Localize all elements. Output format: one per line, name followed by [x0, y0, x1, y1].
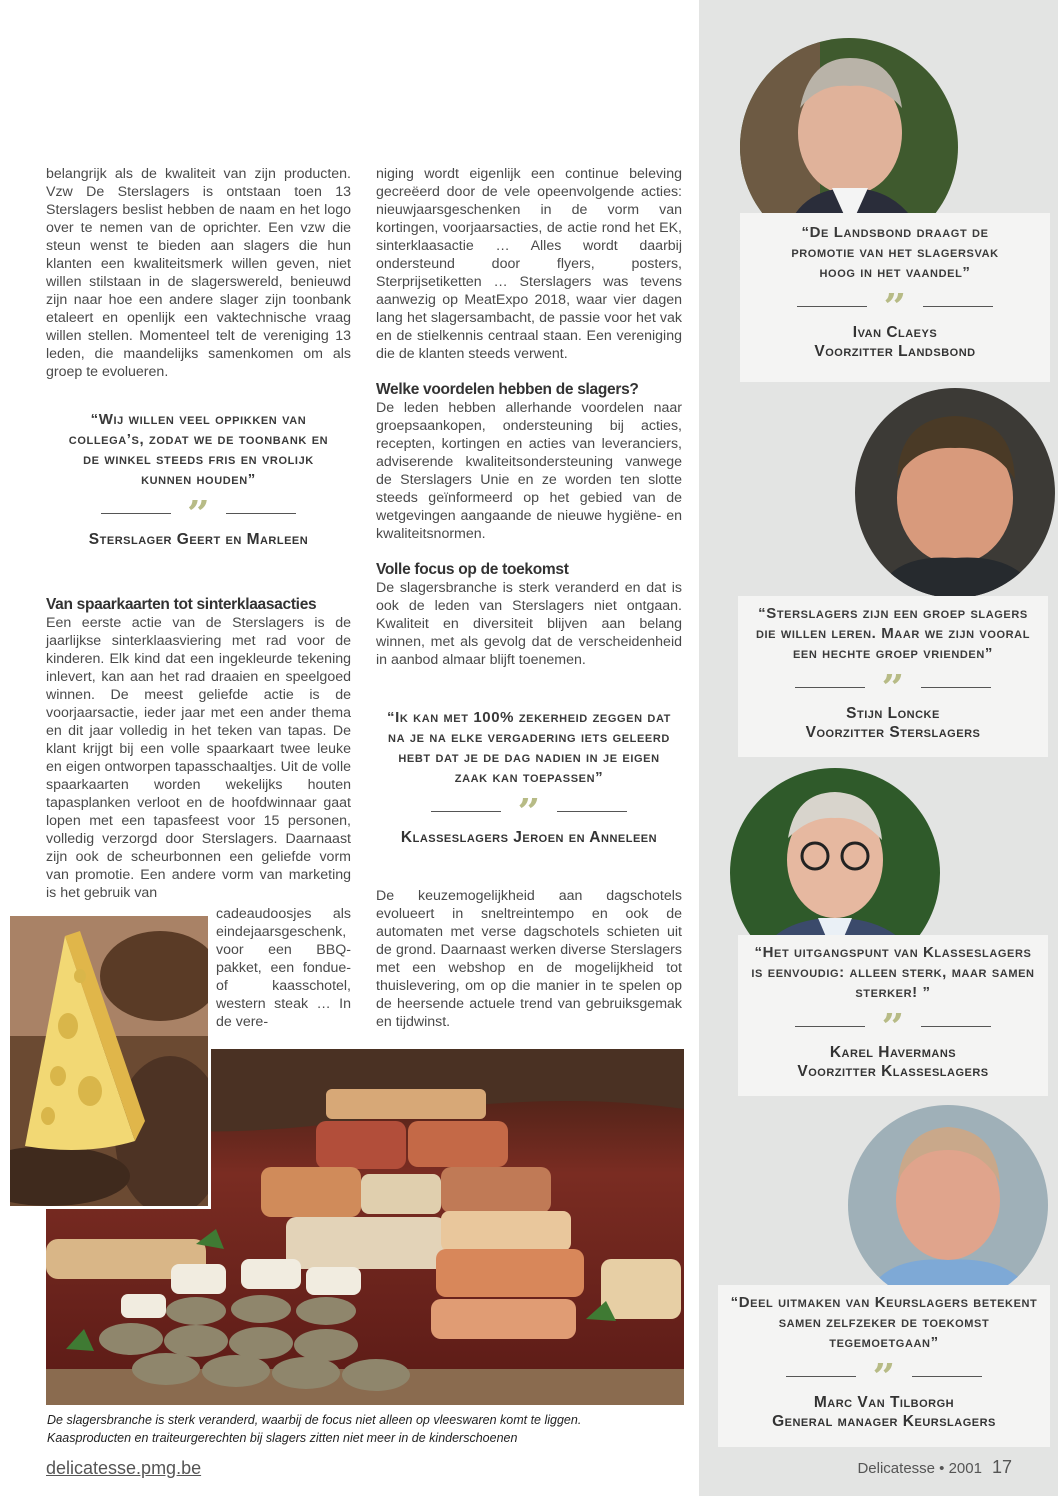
- paragraph: belangrijk als de kwaliteit van zijn producten. Vzw De Sterslagers is ontstaan toen 13 Sterslagers beslist hebben de naam en het logo over te nemen van de oprichter. Een vzw die steun wenst te bieden aan slagers die hun klanten een kwaliteitsmerk willen geven, niet willen stilstaan in de slagerswereld, benieuwd zijn naar hoe een andere slager zijn toonbank etaleert en openlijk een vaktechnische vraag willen stellen. Momenteel telt de vereniging 13 leden, die maandelijks samenkomen om als groep te evolueren.: [46, 166, 351, 380]
- quote-divider: [740, 293, 1050, 319]
- person-name: Marc Van Tilborgh: [813, 1394, 955, 1411]
- quote-text: “Sterslagers zijn een groep slagers die willen leren. Maar we zijn vooral een hechte groep vrienden”: [755, 605, 1031, 662]
- paragraph: Een eerste actie van de Sterslagers is de jaarlijkse sinterklaasviering met rad voor de kinderen. Elk kind dat een ingekleurde tekening inlevert, kan aan het rad draaien en speelgoed winnen. De meest geliefde actie is de voorjaarsactie, ieder jaar met een ander thema en dit jaar volledig in het teken van tapas. De klant krijgt bij een volle spaarkaart twee leuke en eigen ontworpen tapasschaaltjes. Uit de volle spaarkaarten worden wekelijks houten tapasplanken verloot en de hoofdwinnaar gaat lopen met een tapasfeest voor 15 personen, volledig verzorgd door Sterslagers. Daarnaast zijn ook de scheurbonnen een geliefde vorm van promotie. Een andere vorm van marketing is het gebruik van: [46, 615, 351, 901]
- article-column-middle: [376, 165, 682, 669]
- paragraph: De slagersbranche is sterk veranderd en dat is ook de leden van Sterslagers niet ontgaan. Kwaliteit en diversiteit blijven aan belang winnen, met als gevolg dat de verscheidenheid in aanbod almaar blijft toenemen.: [376, 580, 682, 668]
- caption-line: De slagersbranche is sterk veranderd, waarbij de focus niet alleen op vleeswaren komt te liggen.: [47, 1413, 582, 1427]
- quote-mark-icon: ”: [883, 293, 907, 319]
- pull-quote-middle: [376, 708, 682, 847]
- article-column-left: [46, 165, 351, 381]
- quote-text: “Deel uitmaken van Keurslagers betekent samen zelfzeker de toekomst tegemoetgaan”: [730, 1294, 1038, 1351]
- section-heading: Welke voordelen hebben de slagers?: [376, 381, 639, 398]
- quote-mark-icon: ”: [881, 674, 905, 700]
- paragraph: niging wordt eigenlijk een continue beleving gecreëerd door de vele opeenvolgende acties: nieuwjaarsgeschenken in de vorm van kortingen, voorjaarsacties, de actie rond het EK, sinterklaasactie … Alles wordt daarbij ondersteund door flyers, posters, Sterprijsetiketten … Sterslagers was tevens aanwezig op MeatExpo 2018, waar vier dagen lang het slagersambacht, de passie voor het vak en de stielkennis centraal staan. Een vereniging die de klanten steeds verwent.: [376, 166, 682, 362]
- page-footer: [857, 1457, 1012, 1478]
- person-role: General manager Keurslagers: [772, 1413, 996, 1430]
- section-heading: Volle focus op de toekomst: [376, 561, 569, 578]
- person-role: Voorzitter Sterslagers: [805, 724, 981, 741]
- quote-mark-icon: ”: [881, 1013, 905, 1039]
- website-link[interactable]: delicatesse.pmg.be: [46, 1458, 202, 1478]
- quote-card-ivan-claeys: [740, 213, 1050, 382]
- person-name: Stijn Loncke: [846, 705, 940, 722]
- paragraph: cadeaudoosjes als eindejaarsgeschenk, voor een BBQ-pakket, een fondue- of kaasschotel, western steak … In de vere-: [216, 906, 351, 1030]
- quote-divider: [738, 1013, 1048, 1039]
- quote-text: “Ik kan met 100% zekerheid zeggen dat na je na elke vergadering iets geleerd hebt dat je de dag nadien in je eigen zaak kan toepassen”: [386, 709, 672, 786]
- cheese-wedge-photo: [7, 913, 211, 1209]
- page-number: 17: [991, 1457, 1012, 1477]
- article-column-left-narrow: [216, 905, 351, 1031]
- article-column-left-lower: [46, 582, 351, 902]
- person-name: Ivan Claeys: [852, 324, 938, 341]
- person-role: Voorzitter Landsbond: [814, 343, 976, 360]
- quote-mark-icon: ”: [517, 798, 541, 824]
- section-heading: Van spaarkaarten tot sinterklaasacties: [46, 596, 317, 613]
- publication-label: Delicatesse • 2001: [857, 1460, 982, 1477]
- person-name: Karel Havermans: [829, 1044, 957, 1061]
- quote-card-stijn-loncke: [738, 596, 1048, 757]
- quote-text: “De Landsbond draagt de promotie van het slagersvak hoog in het vaandel”: [791, 224, 999, 281]
- quote-divider: [738, 674, 1048, 700]
- article-column-middle-lower: [376, 887, 682, 1031]
- paragraph: De keuzemogelijkheid aan dagschotels evolueert in sneltreintempo en ook de automaten met verse dagschotels schieten uit de grond. Daarnaast werken diverse Sterslagers met een webshop en de mogelijkheid tot thuislevering, om op die manier in te spelen op de heersende actuele trend van gebruiksgemak en tijdwinst.: [376, 888, 682, 1030]
- quote-card-marc-van-tilborgh: [718, 1285, 1050, 1447]
- quote-mark-icon: ”: [186, 500, 210, 526]
- quote-mark-icon: ”: [872, 1363, 896, 1389]
- quote-text: “Het uitgangspunt van Klasseslagers is eenvoudig: alleen sterk, maar samen sterker! ”: [751, 944, 1035, 1001]
- portrait-stijn-loncke: [855, 388, 1055, 598]
- quote-author: Klasseslagers Jeroen en Anneleen: [400, 829, 658, 846]
- quote-author: Sterslager Geert en Marleen: [88, 531, 309, 548]
- photo-caption: [47, 1411, 687, 1447]
- paragraph: De leden hebben allerhande voordelen naar groepsaankopen, ondersteuning bij acties, recepten, kortingen en acties van leveranciers, adviserende kwaliteitsondersteuning vanwege de Sterslagers Unie en ze worden ten slotte steeds geïnformeerd op het gebied van de wetgevingen aangaande de nieuwe hygiëne- en kwaliteitsnormen.: [376, 400, 682, 542]
- quote-divider: [376, 798, 682, 824]
- quote-divider: [46, 500, 351, 526]
- quote-text: “Wij willen veel oppikken van collega’s, zodat we de toonbank en de winkel steeds fris en vrolijk kunnen houden”: [68, 411, 329, 488]
- pull-quote-left: [46, 410, 351, 549]
- quote-divider: [718, 1363, 1050, 1389]
- portrait-marc-van-tilborgh: [848, 1105, 1048, 1305]
- quote-card-karel-havermans: [738, 935, 1048, 1096]
- caption-line: Kaasproducten en traiteurgerechten bij slagers zitten niet meer in de kinderschoenen: [47, 1431, 518, 1445]
- person-role: Voorzitter Klasseslagers: [797, 1063, 989, 1080]
